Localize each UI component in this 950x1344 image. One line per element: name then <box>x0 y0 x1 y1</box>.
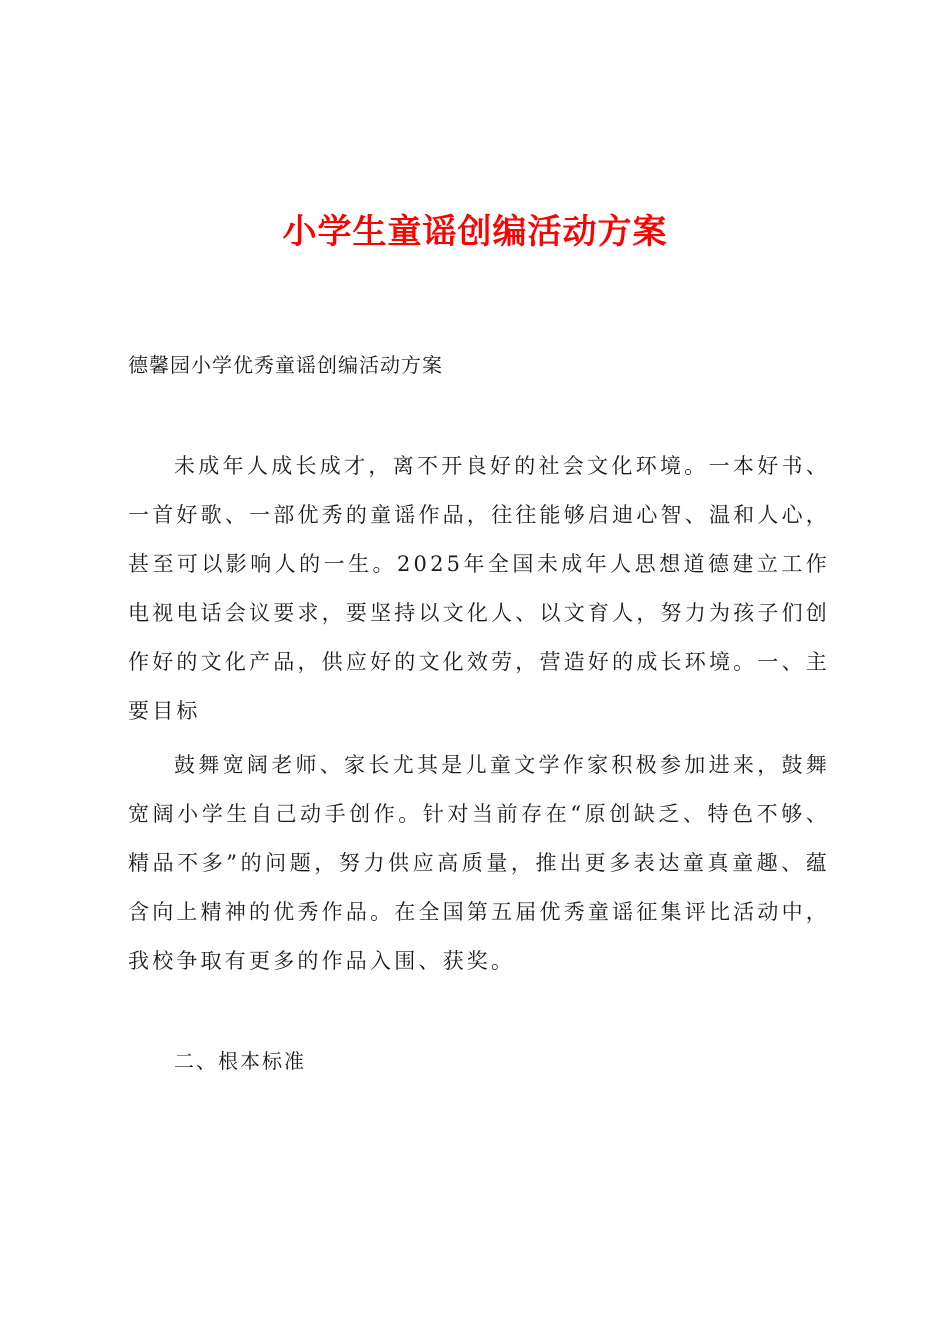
paragraph-goals: 鼓舞宽阔老师、家长尤其是儿童文学作家积极参加进来，鼓舞宽阔小学生自己动手创作。针对当前存在“原创缺乏、特色不够、精品不多”的问题，努力供应高质量，推出更多表达童真童趣、蕴含向上精神的优秀作品。在全国第五届优秀童谣征集评比活动中，我校争取有更多的作品入围、获奖。 <box>128 753 830 973</box>
paragraph-intro: 未成年人成长成才，离不开良好的社会文化环境。一本好书、一首好歌、一部优秀的童谣作品，往往能够启迪心智、温和人心，甚至可以影响人的一生。2025年全国未成年人思想道德建立工作电视电话会议要求，要坚持以文化人、以文育人，努力为孩子们创作好的文化产品，供应好的文化效劳，营造好的成长环境。一、主要目标 <box>128 454 830 723</box>
document-title: 小学生童谣创编活动方案 <box>282 212 668 252</box>
document-subtitle: 德馨园小学优秀童谣创编活动方案 <box>128 353 443 377</box>
section-heading: 二、根本标准 <box>174 1049 306 1073</box>
